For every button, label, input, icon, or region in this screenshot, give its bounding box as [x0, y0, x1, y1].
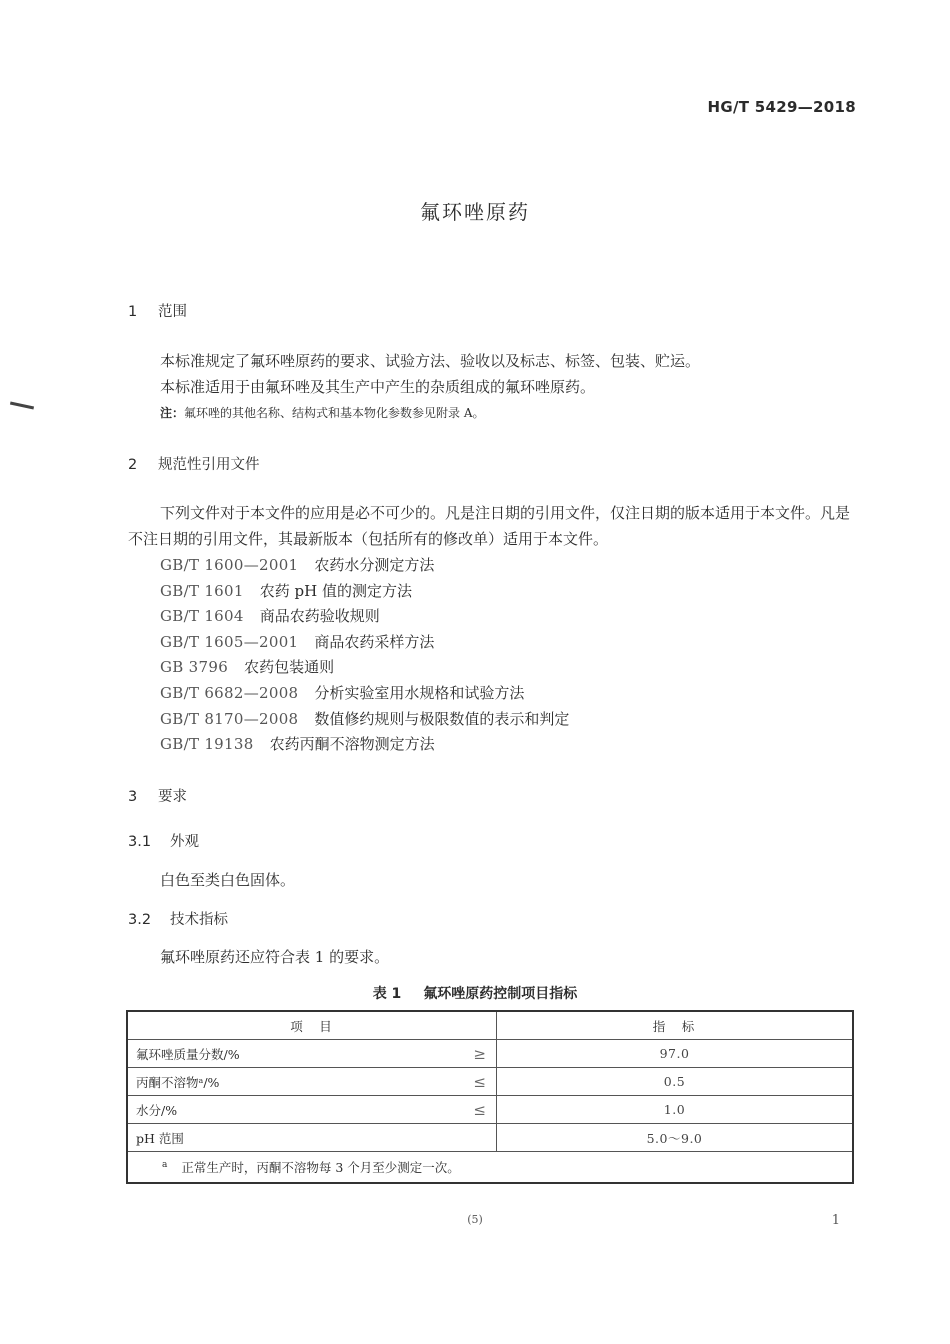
reference-title: 商品农药验收规则 — [259, 607, 380, 625]
reference-title: 农药丙酮不溶物测定方法 — [269, 735, 435, 753]
value-cell: 97.0 — [497, 1040, 854, 1068]
footnote-text: 正常生产时，丙酮不溶物每 3 个月至少测定一次。 — [181, 1160, 460, 1175]
item-cell — [127, 1096, 497, 1124]
reference-item — [160, 631, 434, 652]
comparison-symbol: ≤ — [473, 1073, 486, 1091]
reference-title: 商品农药采样方法 — [314, 633, 435, 651]
value-cell: 0.5 — [497, 1068, 854, 1096]
spec-table — [126, 1010, 854, 1184]
section-number: 1 — [128, 304, 138, 320]
item-name: pH 范围 — [136, 1130, 184, 1146]
item-cell — [127, 1068, 497, 1096]
paragraph: 本标准规定了氟环唑原药的要求、试验方法、验收以及标志、标签、包装、贮运。 — [160, 352, 701, 370]
note — [160, 404, 485, 421]
page-number: 1 — [831, 1213, 840, 1228]
reference-title: 农药水分测定方法 — [314, 556, 435, 574]
subsection-3-2-heading — [128, 908, 228, 929]
reference-code: GB/T 1605—2001 — [160, 633, 299, 651]
table-footnote-row — [127, 1152, 853, 1184]
table-title: 氟环唑原药控制项目指标 — [423, 986, 578, 1002]
reference-title: 分析实验室用水规格和试验方法 — [314, 684, 525, 702]
reference-code: GB/T 1604 — [160, 607, 244, 625]
reference-code: GB 3796 — [160, 658, 229, 676]
reference-item — [160, 708, 569, 729]
section-2-heading — [128, 453, 260, 474]
reference-code: GB/T 8170—2008 — [160, 710, 299, 728]
reference-title: 农药 pH 值的测定方法 — [259, 582, 412, 600]
section-3-heading — [128, 785, 187, 806]
reference-item — [160, 733, 435, 754]
table-row — [127, 1068, 853, 1096]
reference-item — [160, 580, 412, 601]
table-number: 表 1 — [372, 986, 402, 1002]
section-number: 3 — [128, 789, 138, 805]
paragraph: 白色至类白色固体。 — [160, 871, 296, 889]
subsection-number: 3.1 — [128, 834, 152, 850]
item-name: 氟环唑质量分数/% — [136, 1046, 240, 1062]
table-header-row — [127, 1011, 853, 1040]
standard-code: HG/T 5429—2018 — [707, 98, 856, 116]
paragraph: 氟环唑原药还应符合表 1 的要求。 — [160, 948, 390, 966]
note-text: 氟环唑的其他名称、结构式和基本物化参数参见附录 A。 — [184, 406, 485, 420]
reference-code: GB/T 6682—2008 — [160, 684, 299, 702]
reference-item — [160, 682, 524, 703]
reference-item — [160, 554, 434, 575]
subsection-title: 外观 — [170, 834, 199, 850]
value-cell: 5.0～9.0 — [497, 1124, 854, 1152]
paragraph: 本标准适用于由氟环唑及其生产中产生的杂质组成的氟环唑原药。 — [160, 378, 596, 396]
reference-item — [160, 656, 334, 677]
reference-code: GB/T 19138 — [160, 735, 254, 753]
reference-title: 数值修约规则与极限数值的表示和判定 — [314, 710, 570, 728]
subsection-3-1-heading — [128, 830, 199, 851]
column-header-item: 项 目 — [127, 1011, 497, 1040]
item-cell — [127, 1040, 497, 1068]
section-number: 2 — [128, 457, 138, 473]
document-title: 氟环唑原药 — [420, 200, 530, 224]
scan-mark — [10, 402, 34, 410]
page-sequence-number: (5) — [467, 1213, 483, 1226]
item-name: 丙酮不溶物ᵃ/% — [136, 1074, 220, 1090]
column-header-value: 指 标 — [497, 1011, 854, 1040]
reference-title: 农药包装通则 — [244, 658, 335, 676]
table-row — [127, 1040, 853, 1068]
comparison-symbol: ≥ — [473, 1045, 486, 1063]
value-cell: 1.0 — [497, 1096, 854, 1124]
comparison-symbol: ≤ — [473, 1101, 486, 1119]
item-cell — [127, 1124, 497, 1152]
footnote-cell — [127, 1152, 853, 1184]
section-title: 要求 — [158, 789, 187, 805]
section-title: 规范性引用文件 — [158, 457, 260, 473]
paragraph: 下列文件对于本文件的应用是必不可少的。凡是注日期的引用文件，仅注日期的版本适用于本文件。凡是不注日期的引用文件，其最新版本（包括所有的修改单）适用于本文件。 — [128, 504, 851, 548]
reference-code: GB/T 1600—2001 — [160, 556, 299, 574]
section-title: 范围 — [158, 304, 187, 320]
reference-code: GB/T 1601 — [160, 582, 244, 600]
subsection-title: 技术指标 — [170, 912, 228, 928]
table-row — [127, 1124, 853, 1152]
subsection-number: 3.2 — [128, 912, 152, 928]
table-row — [127, 1096, 853, 1124]
reference-item — [160, 605, 380, 626]
item-name: 水分/% — [136, 1102, 178, 1118]
section-1-heading — [128, 300, 187, 321]
table-caption — [0, 983, 950, 1003]
footnote-mark: a — [162, 1159, 168, 1170]
note-label: 注： — [160, 406, 185, 420]
